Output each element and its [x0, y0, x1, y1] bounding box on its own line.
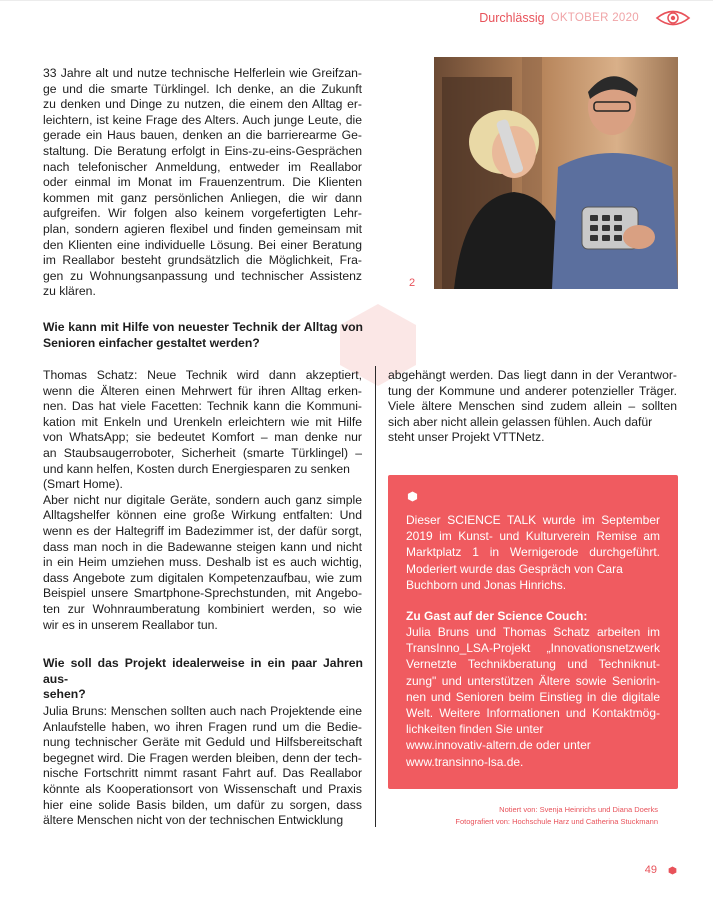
text-line: ten zur Wohnraumberatung kombiniert werden, so wie	[43, 601, 362, 616]
issue-date: OKTOBER 2020	[550, 12, 639, 24]
eye-icon	[655, 8, 691, 28]
text-line: abgehängt werden. Das liegt dann in der Verantwor-	[388, 368, 677, 382]
text-line: Viele ältere Menschen sind zudem allein – sollten	[388, 399, 677, 414]
interview-question-2	[43, 656, 363, 703]
text-line: plan, sondern agieren flexibel und finden gemeinsam mit	[43, 221, 362, 236]
text-line: Senioren einfacher gestaltet werden?	[43, 335, 260, 350]
interview-question-1	[43, 320, 363, 351]
text-line: Julia Bruns: Menschen sollten auch nach Projektende eine	[43, 704, 362, 718]
text-line: 33 Jahre alt und nutze technische Helferlein wie Greifzan-	[43, 66, 362, 80]
text-line: (Smart Home).	[43, 477, 123, 492]
text-line: von WhatsApp; sie bedeutet Komfort – man denke nur	[43, 430, 362, 445]
text-line: begegnet wird. Die Fragen werden bleiben, denn der tech-	[43, 750, 362, 765]
text-line: Alltagshelfer können eine große Wirkung entfalten: Und	[43, 508, 362, 523]
credit-photos: Fotografiert von: Hochschule Harz und Catherina Stuckmann	[455, 817, 658, 826]
text-line: Marktplatz 1 in Wernigerode durchgeführt.	[406, 545, 660, 560]
text-line: gerade ein Haus bauen, denken an die barrierearme Ge-	[43, 128, 362, 143]
science-talk-infobox	[388, 475, 678, 789]
header-rule	[0, 0, 713, 1]
article-paragraph-technology	[43, 368, 362, 633]
text-line: kommen mit ganz persönlichen Anliegen, die wir dann	[43, 190, 362, 205]
text-line: wenn die Älteren einen Mehrwert für ihren Alltag erken-	[43, 383, 362, 398]
text-line: staltung. Die Beratung erfolgt in Eins-zu-eins-Gesprächen	[43, 143, 362, 158]
text-line: Welt. Weitere Informationen und Kontaktmög-	[406, 706, 660, 721]
infobox-guest-text	[406, 624, 660, 770]
text-line: sehen?	[43, 687, 86, 702]
text-line: dass man noch in die Badewanne steigen kann und nicht	[43, 539, 362, 554]
text-line: dass Angebote zum digitalen Kompetenzaufbau, wie zum	[43, 570, 362, 585]
text-line: Buchborn und Jonas Hinrichs.	[406, 577, 567, 592]
text-line: Julia Bruns und Thomas Schatz arbeiten im	[406, 625, 660, 639]
text-line: gen zu Wohnungsanpassung und technischer Assistenz	[43, 268, 362, 283]
photo-illustration	[434, 57, 678, 289]
text-line: aufgreifen. Wir folgen also keinem vorgefertigten Lehr-	[43, 206, 362, 221]
text-line: ge und die smarte Türklingel. Ich denke, an die Zukunft	[43, 81, 362, 96]
text-line: hier eine solide Basis bilden, um dafür zu sorgen, dass	[43, 797, 362, 812]
text-line: oder einmal im Monat im Frauenzentrum. Die Klienten	[43, 175, 362, 190]
text-line: 2019 im Kunst- und Kulturverein Remise am	[406, 529, 660, 544]
text-line: tung der Kommune und anderer potenzieller Träger.	[388, 383, 677, 398]
infobox-guest-heading: Zu Gast auf der Science Couch:	[406, 609, 588, 623]
text-line: Wie soll das Projekt idealerweise in ein paar Jahren aus-	[43, 656, 363, 686]
article-photo	[434, 57, 678, 289]
text-line: nen. Das hat viele Facetten: Technik kann die Kommuni-	[43, 399, 362, 414]
text-line: ältere Menschen nicht von der technischen Entwicklung	[43, 813, 344, 828]
text-line: Beispiel unsere Smartphone-Sprechstunden, mit Angebo-	[43, 586, 362, 601]
text-line: TransInno_LSA-Projekt „Innovationsnetzwerk	[406, 641, 660, 656]
text-line: zu klären.	[43, 284, 96, 299]
text-line: und kann helfen, Kosten durch Energiesparen zu senken	[43, 461, 350, 476]
text-line: leichtern, ist keine Frage des Alters. Auch junge Leute, die	[43, 112, 362, 127]
text-line: steht unser Projekt VTTNetz.	[388, 430, 545, 445]
column-divider	[375, 366, 376, 827]
text-line: nung technischer Geräte mit Geduld und Hilfsbereitschaft	[43, 735, 362, 750]
infobox-intro	[406, 512, 660, 593]
magazine-title: Durchlässig	[479, 11, 545, 25]
text-line: www.innovativ-altern.de oder unter	[406, 738, 591, 753]
text-line: Anlaufstelle haben, wo ihren Fragen rund um die Bedie-	[43, 719, 362, 734]
text-line: kation mit Enkeln und Urenkeln erleichtern wie mit Hilfe	[43, 414, 362, 429]
text-line: in ein Heim umziehen muss. Deshalb ist es auch wichtig,	[43, 555, 362, 570]
text-line: nach telefonischer Anmeldung, entweder im Reallabor	[43, 159, 362, 174]
text-line: lichkeiten finden Sie unter	[406, 722, 544, 737]
text-line: Thomas Schatz: Neue Technik wird dann akzeptiert,	[43, 368, 362, 382]
text-line: im Reallabor besteht grundsätzlich die Möglichkeit, Fra-	[43, 253, 362, 268]
text-line: Dieser SCIENCE TALK wurde im September	[406, 513, 660, 527]
article-paragraph-future	[43, 704, 362, 829]
text-line: Aber nicht nur digitale Geräte, sondern auch ganz simple	[43, 492, 362, 507]
text-line: zung" und unterstützen Ältere sowie Seniorin-	[406, 673, 660, 688]
text-line: wenn es der Haltegriff im Badezimmer ist, der dafür sorgt,	[43, 523, 362, 538]
text-line: nen und Senioren beim Einstieg in die digitale	[406, 689, 660, 704]
text-line: wir es in unserem Reallabor tun.	[43, 617, 218, 632]
text-line: Moderiert wurde das Gespräch von Cara	[406, 561, 623, 576]
text-line: www.transinno-lsa.de.	[406, 754, 524, 769]
credit-notes: Notiert von: Svenja Heinrichs und Diana Doerks	[499, 805, 658, 814]
hexagon-bullet-icon	[407, 491, 418, 502]
photo-number: 2	[409, 277, 416, 289]
text-line: den Klienten eine individuelle Lösung. Bei einer Beratung	[43, 237, 362, 252]
text-line: zu denken und Dinge zu nutzen, die einem den Alltag er-	[43, 97, 362, 112]
article-paragraph-continued	[388, 368, 677, 446]
text-line: Wie kann mit Hilfe von neuester Technik der Alltag von	[43, 320, 363, 334]
text-line: könnte als Kooperationsort von Wissenschaft und Praxis	[43, 781, 362, 796]
article-paragraph-intro	[43, 66, 362, 300]
page-header	[479, 7, 691, 29]
page-number: 49	[644, 864, 657, 876]
text-line: an Staubsaugerroboter, Sicherheit (smarte Türklingel) –	[43, 445, 362, 460]
text-line: nische Fortschritt nimmt rasant Fahrt auf. Das Reallabor	[43, 766, 362, 781]
text-line: sich aber nicht allein gelassen fühlen. Auch dafür	[388, 414, 653, 429]
text-line: Vernetzte Technikberatung und Techniknut-	[406, 657, 660, 672]
hexagon-footer-icon	[668, 866, 677, 875]
